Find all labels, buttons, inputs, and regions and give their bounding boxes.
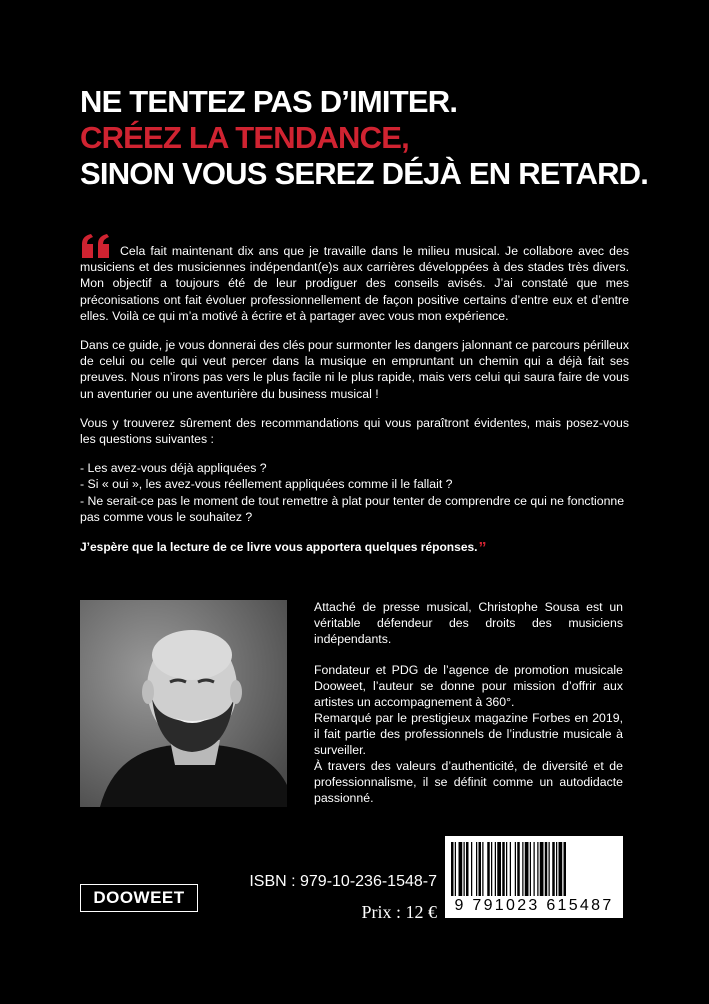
barcode-bars (445, 836, 623, 898)
quote-closing (80, 539, 629, 557)
barcode-bar (451, 842, 454, 896)
barcode-bar (517, 842, 520, 896)
question-list (80, 460, 629, 525)
barcode-bar (479, 842, 482, 896)
quote-paragraph-2: Dans ce guide, je vous donnerai des clés pour surmonter les dangers jalonnant ce parcours périlleux de celui ou celle qui veut percer dans la musique en empruntant un chemin qui a déjà fait ses preuves. Nous n’irons pas vers le plus facile ni le plus rapide, mais vers celui qui saura faire de vous un aventurier ou une aventurière du business musical ! (80, 338, 629, 401)
bio-paragraph-1: Attaché de presse musical, Christophe Sousa est un véritable défendeur des droits des musiciens indépendants. (314, 600, 623, 646)
headline-line-1: NE TENTEZ PAS D’IMITER. (80, 84, 458, 119)
quote-closing-text: J’espère que la lecture de ce livre vous apportera quelques réponses. (80, 540, 478, 555)
isbn: ISBN : 979-10-236-1548-7 (249, 873, 437, 890)
barcode-bar (487, 842, 490, 896)
bio-paragraph-4: À travers des valeurs d’authenticité, de diversité et de professionnalisme, il se définit comme un autodidacte passionné. (314, 759, 623, 805)
headline (80, 84, 680, 192)
barcode (445, 836, 623, 918)
barcode-bar (540, 842, 544, 896)
barcode-bar (510, 842, 511, 896)
barcode-bar (549, 842, 550, 896)
bio-paragraph-3: Remarqué par le prestigieux magazine Forbes en 2019, il fait partie des professionnels de l’industrie musicale à surveiller. (314, 711, 623, 757)
barcode-bar (471, 842, 472, 896)
barcode-bar (534, 842, 535, 896)
barcode-bar (559, 842, 563, 896)
open-quote-icon (80, 234, 120, 258)
barcode-digits: 9 791023 615487 (454, 897, 614, 914)
barcode-bar (525, 842, 529, 896)
quote-paragraph-1-text: Cela fait maintenant dix ans que je travaille dans le milieu musical. Je collabore avec des musiciens et des musiciennes indépendant(e)s aux carrières développées à des stades très divers. Mon objectif a toujours été de leur prodiguer des conseils avisés. J’ai constaté que mes préconisations ont fait évoluer professionnellement de façon positive certains d’entre eux et d’entre elles. Voilà ce qui m’a motivé à écrire et à partager avec vous mon expérience. (80, 244, 629, 323)
barcode-bar (497, 842, 501, 896)
barcode-bar (564, 842, 567, 896)
author-portrait-image (80, 600, 287, 807)
bio-paragraph-2: Fondateur et PDG de l’agence de promotion musicale Dooweet, l’auteur se donne pour mission d’offrir aux artistes un accompagnement à 360°. (314, 663, 623, 709)
back-cover-quote (80, 234, 629, 570)
quote-paragraph-3: Vous y trouverez sûrement des recommandations qui vous paraîtront évidentes, mais posez-vous les questions suivantes : (80, 415, 629, 447)
barcode-bar (545, 842, 548, 896)
barcode-bar (537, 842, 538, 896)
barcode-bar (464, 842, 465, 896)
barcode-bar (530, 842, 531, 896)
barcode-bar (502, 842, 505, 896)
publisher-logo: DOOWEET (80, 884, 198, 912)
list-item: - Ne serait-ce pas le moment de tout remettre à plat pour tenter de comprendre ce qui ne fonctionne pas comme vous le souhaitez ? (80, 493, 625, 524)
headline-line-3: SINON VOUS SEREZ DÉJÀ EN RETARD. (80, 156, 649, 191)
barcode-bar (459, 842, 463, 896)
barcode-bar (466, 842, 469, 896)
author-bio (314, 599, 623, 806)
close-quote-icon: ” (478, 540, 487, 558)
quote-paragraph-1 (80, 234, 629, 324)
barcode-bar (455, 842, 456, 896)
barcode-bar (552, 842, 555, 896)
barcode-bar (482, 842, 483, 896)
barcode-bar (506, 842, 507, 896)
barcode-bar (491, 842, 492, 896)
barcode-bar (556, 842, 557, 896)
list-item: - Si « oui », les avez-vous réellement appliquées comme il le fallait ? (80, 477, 453, 492)
barcode-bar (522, 842, 523, 896)
list-item: - Les avez-vous déjà appliquées ? (80, 461, 267, 476)
barcode-bar (476, 842, 477, 896)
barcode-bar (495, 842, 496, 896)
author-photo (80, 600, 287, 807)
headline-line-2: CRÉEZ LA TENDANCE, (80, 120, 409, 155)
barcode-bar (515, 842, 516, 896)
price: Prix : 12 € (361, 902, 437, 922)
